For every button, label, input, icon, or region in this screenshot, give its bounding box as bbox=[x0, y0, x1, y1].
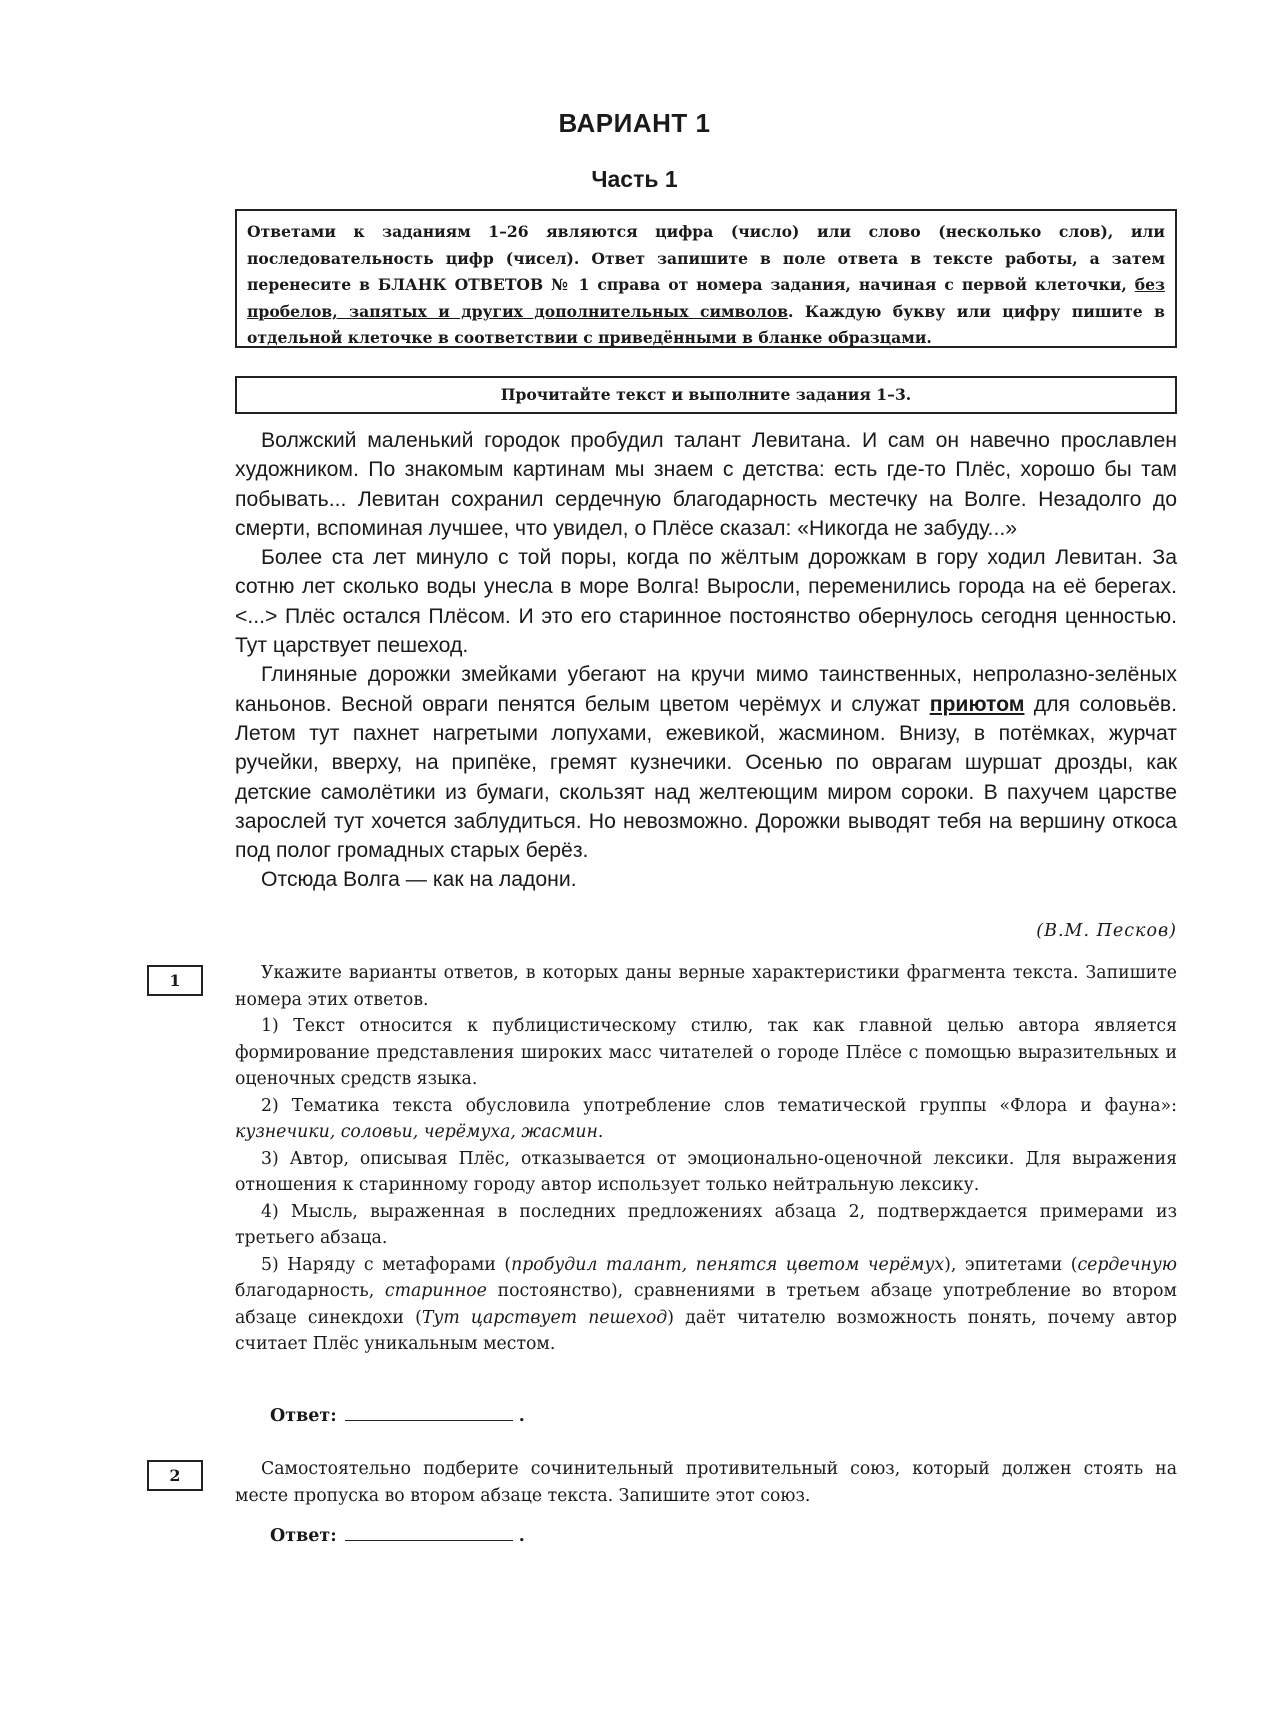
opt5-italic-2: сердечную bbox=[1077, 1254, 1177, 1275]
opt5-text-b: ), эпитетами ( bbox=[944, 1254, 1078, 1275]
reading-task-box bbox=[235, 376, 1177, 414]
opt5-italic-1: пробудил талант, пенятся цветом черёмух bbox=[511, 1254, 945, 1275]
opt5-text-c: благодарность, bbox=[235, 1281, 385, 1301]
opt5-italic-4: Тут царствует пешеход bbox=[421, 1307, 668, 1328]
answer-label: Ответ: bbox=[270, 1406, 337, 1426]
answer-field[interactable] bbox=[345, 1522, 513, 1541]
instructions-box bbox=[235, 209, 1177, 348]
opt5-text-d: постоянство), сравнениями в третьем абзаце употребление во втором абзаце синекдохи ( bbox=[235, 1281, 1177, 1328]
opt2-italic: кузнечики, соловьи, черёмуха, жасмин bbox=[235, 1122, 598, 1142]
passage-paragraph-2: Более ста лет минуло с той поры, когда по жёлтым дорожкам в гору ходил Левитан. За сотню лет сколько воды унесла в море Волга! Выросли, переменились города на её берегах. <...> Плёс остался Плёсом. И это его старинное постоянство обернулось сегодня ценностью. Тут царствует пешеход. bbox=[235, 546, 1177, 658]
opt5-text-e: ) даёт читателю возможность понять, почему автор считает Плёс уникальным местом. bbox=[235, 1307, 1178, 1354]
question-1-answer bbox=[270, 1402, 525, 1426]
instructions-text-end: . Каждую букву или цифру пишите в отдельной клеточке в соответствии с приведёнными в бланке образцами. bbox=[247, 301, 1165, 347]
question-1-option-3: 3) Автор, описывая Плёс, отказывается от эмоционально-оценочной лексики. Для выражения отношения к старинному городу автор использует только нейтральную лексику. bbox=[235, 1148, 1177, 1195]
reading-task-label: Прочитайте текст и выполните задания 1–3. bbox=[500, 385, 912, 404]
passage-author: (В.М. Песков) bbox=[1036, 921, 1177, 941]
passage-paragraph-1: Волжский маленький городок пробудил талант Левитана. И сам он навечно прославлен художником. По знакомым картинам мы знаем с детства: есть где-то Плёс, хорошо бы там побывать... Левитан сохранил сердечную благодарность местечку на Волге. Незадолго до смерти, вспоминая лучшее, что увидел, о Плёсе сказал: «Никогда не забуду...» bbox=[235, 429, 1177, 540]
question-2-prompt: Самостоятельно подберите сочинительный противительный союз, который должен стоять на месте пропуска во втором абзаце текста. Запишите этот союз. bbox=[235, 1459, 1177, 1506]
question-2-answer bbox=[270, 1522, 525, 1546]
question-number-2: 2 bbox=[147, 1460, 203, 1491]
question-1 bbox=[235, 960, 1177, 1358]
question-1-prompt: Укажите варианты ответов, в которых даны верные характеристики фрагмента текста. Запишите номера этих ответов. bbox=[235, 963, 1177, 1010]
passage-p3-end: для соловьёв. Летом тут пахнет нагретыми лопухами, ежевикой, жасмином. Внизу, в потёмках, журчат ручейки, вверху, на припёке, гремят кузнечики. Осенью по оврагам шуршат дрозды, как детские самолётики из бумаги, скользят над желтеющим миром сороки. В пахучем царстве зарослей тут хочется заблудиться. Но невозможно. Дорожки выводят тебя на вершину откоса под полог громадных старых берёз. bbox=[235, 692, 1177, 863]
instructions-underlined: без пробелов, запятых и других дополнительных символов bbox=[247, 275, 1165, 321]
instructions-text: Ответами к заданиям 1–26 являются цифра (число) или слово (несколько слов), или последовательность цифр (чисел). Ответ запишите в поле ответа в тексте работы, а затем перенесите в БЛАНК ОТВЕТОВ № 1 справа от номера задания, начиная с первой клеточки, bbox=[247, 222, 1165, 294]
question-1-option-5 bbox=[235, 1252, 1177, 1358]
answer-period: . bbox=[518, 1526, 525, 1546]
opt5-italic-3: старинное bbox=[384, 1281, 487, 1301]
answer-period: . bbox=[518, 1406, 525, 1426]
question-number-1: 1 bbox=[147, 965, 203, 996]
answer-label: Ответ: bbox=[270, 1526, 337, 1546]
passage bbox=[235, 426, 1177, 895]
question-2 bbox=[235, 1456, 1177, 1509]
question-1-option-1: 1) Текст относится к публицистическому стилю, так как главной целью автора является формирование представления широких масс читателей о городе Плёсе с помощью выразительных и оценочных средств языка. bbox=[235, 1016, 1177, 1089]
passage-paragraph-3 bbox=[235, 660, 1177, 865]
question-1-option-4: 4) Мысль, выраженная в последних предложениях абзаца 2, подтверждается примерами из третьего абзаца. bbox=[235, 1201, 1177, 1248]
part-title: Часть 1 bbox=[591, 166, 678, 192]
opt2-text: 2) Тематика текста обусловила употребление слов тематической группы «Флора и фауна»: bbox=[261, 1095, 1177, 1116]
page-title: ВАРИАНТ 1 bbox=[558, 108, 711, 138]
highlighted-word: приютом bbox=[929, 692, 1025, 716]
passage-p3-start: Глиняные дорожки змейками убегают на кручи мимо таинственных, непролазно-зелёных каньонов. Весной овраги пенятся белым цветом черёмух и служат bbox=[235, 663, 1177, 716]
question-1-option-2 bbox=[235, 1093, 1177, 1146]
answer-field[interactable] bbox=[345, 1402, 513, 1421]
opt5-text-a: 5) Наряду с метафорами ( bbox=[261, 1254, 512, 1275]
passage-paragraph-4: Отсюда Волга — как на ладони. bbox=[261, 868, 577, 892]
opt2-end: . bbox=[597, 1122, 604, 1142]
